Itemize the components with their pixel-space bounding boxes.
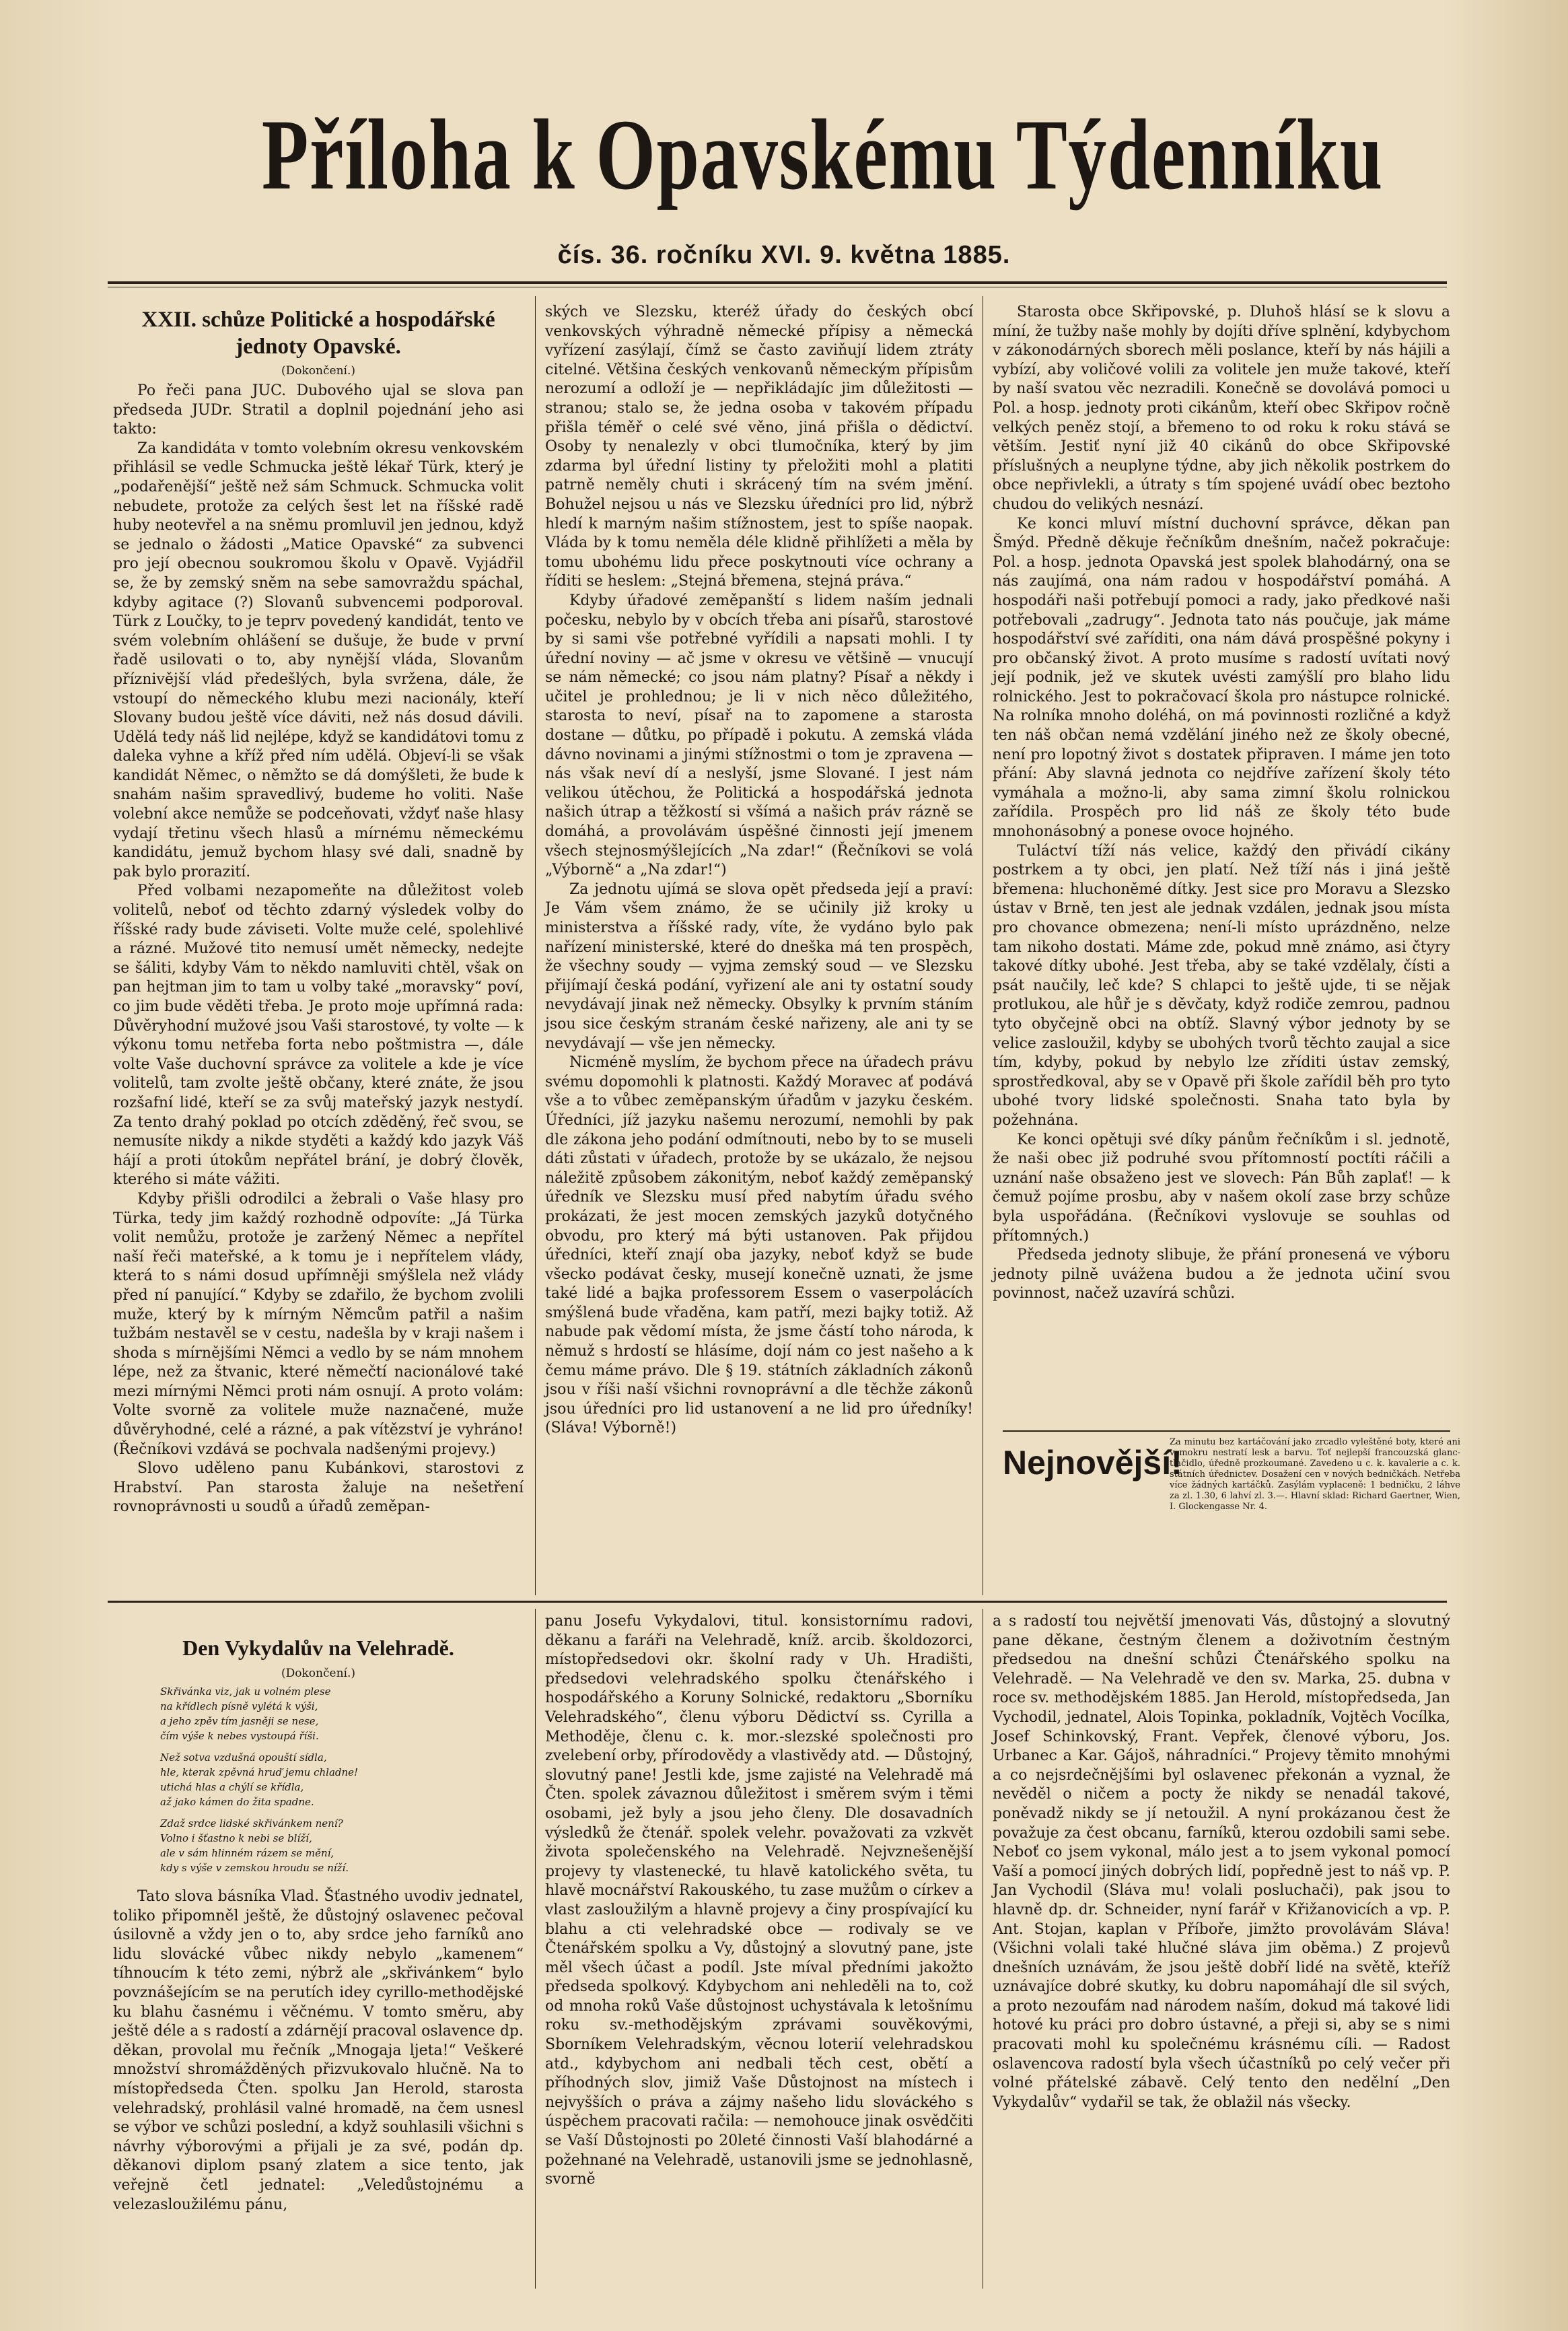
poem-line: Než sotva vzdušná opouští sídla,	[160, 1751, 327, 1764]
paragraph: Starosta obce Skřipovské, p. Dluhoš hlásí se k slovu a míní, že tužby naše mohly by dojíti dříve splnění, kdybychom v zákonodárných sborech měli poslance, kteří by nás hájili a vybízí, aby voličové volili za volitele jen muže takové, kteří by naší svatou věc nezradili. Konečně se dovolává pomoci u Pol. a hosp. jednoty proti cikánům, kteří obec Skřipov ročně velkých peněz stojí, a břemeno to od roku k roku stává se větším. Jestiť nyní již 40 cikánů do obce Skřipovské příslušných a neuplyne týdne, aby jich několik postrkem do obce nepřivlekli, a útraty s tím spojené uvádí obec beztoho chudou do velikých nesnází.	[993, 304, 1450, 513]
article1-title: XXII. schůze Politické a hospodářské jednoty Opavské.	[141, 308, 495, 359]
section-rule	[108, 1601, 1447, 1603]
paragraph: Slovo uděleno panu Kubánkovi, starostovi z Hrabství. Pan starosta žaluje na nešetření rovnoprávnosti u soudů a úřadů zeměpan-	[113, 1460, 524, 1516]
poem-line: Volno i šťastno k nebi se blíží,	[160, 1832, 312, 1844]
article2-title: Den Vykydalův na Velehradě.	[182, 1636, 454, 1660]
masthead-title: Příloha k Opavskému Týdenníku	[261, 99, 1384, 211]
poem-line: Skřivánka viz, jak u volném plese	[160, 1685, 331, 1698]
advert-text: Za minutu bez kartáčování jako zrcadlo vyleštěné boty, které ani v mokru nestratí lesk a barvu. Toť nejlepší francouzská glanc-tlačidlo, úředně prozkoumané. Zavedeno u c. k. kavalerie a c. k. státních úřednictev. Dosažení cen v nových bedničkách. Netřeba více žádných kartáčků. Zasýlám vyplaceně: 1 bedničku, 2 láhve za zl. 1.30, 6 lahví zl. 3.—. Hlavní sklad: Richard Gaertner, Wien, I. Glockengasse Nr. 4.	[1170, 1437, 1460, 1512]
poem-line: hle, kterak zpěvná hruď jemu chladne!	[160, 1766, 359, 1778]
paragraph: Za jednotu ujímá se slova opět předseda její a praví: Je Vám všem známo, že se učinily již kroky u ministerstva a říšské rady, víte, že vydáno bylo pak nařízení ministerské, které do dneška má ten prospěch, že všechny soudy — vyjma zemský soud — ve Slezsku přijímají česká podání, vyřizení ale ani ty ostatní soudy nevydávají jinak než německy. Obsylky k prvním stáním jsou sice českým stranám české nařizeny, ale ani ty se nevydávají — vše jen německy.	[545, 880, 973, 1052]
article1-column-3	[993, 303, 1450, 1434]
column-divider-3	[535, 1609, 536, 2289]
paragraph: Kdyby přišli odrodilci a žebrali o Vaše hlasy pro Türka, tedy jim každý rozhodně odpovíte: „Já Türka volit nemůžu, protože je zaržený Němec a nepřítel naší řeči mateřské, a k tomu je i nepřítelem vlády, která to s námi dosud upřímněji smýšlela než vlády před ní panující.“ Kdyby se zdařilo, že bychom zvolili muže, který by k mírným Němcům patřil a našim tužbám nestavěl se v cestu, nadešla by v kraji našem i shoda s mírnějšími Němci a vedlo by se nám mnohem lépe, než za štvanic, které němečtí nacionálové také mezi mírnými Němci proti nám osnují. A proto volám: Volte svorně za volitele muže naznačené, muže důvěryhodné, celé a rázné, a pak vítězství je vyhráno! (Řečníkovi vzdává se pochvala nadšenými projevy.)	[113, 1190, 524, 1458]
poem-line: až jako kámen do žita spadne.	[160, 1796, 314, 1808]
column-divider-1	[535, 296, 536, 1595]
poem-line: čím výše k nebes vystoupá říši.	[160, 1730, 319, 1742]
poem-line: ale v sám hlinném rázem se mění,	[160, 1847, 334, 1859]
paragraph: Tuláctví tíží nás velice, každý den přivádí cikány postrkem a ty obci, jen platí. Než tíží nás i jiná ještě břemena: hluchoněmé dítky. Jest sice pro Moravu a Slezsko ústav v Brně, ten jest ale jednak vzdálen, jednak jsou místa pro chovance obmezena; není-li místo uprázdněno, nelze tam nikoho dostati. Máme zde, pokud mně známo, asi čtyry takové dítky ubohé. Jest třeba, aby se také vzdělaly, čísti a psát naučily, leč kde? S chlapci to ještě ujde, ti se nějak protlukou, ale hůř je s děvčaty, když rodiče zemrou, padnou tyto obyčejně obci na obtíž. Slavný výbor jednoty by se velice zasloužil, kdyby se ubohých tvorů těchto zaujal a sice tím, kdyby, pokud by nebylo lze zříditi ústav zemský, sprostředkoval, aby se v Opavě při škole zařídil běh pro tyto ubohé tvory lidské společnosti. Snaha tato byla by požehnána.	[993, 842, 1450, 1129]
article1-note: (Dokončení.)	[281, 364, 355, 378]
article2-note: (Dokončení.)	[281, 1667, 355, 1680]
paragraph: Před volbami nezapomeňte na důležitost voleb volitelů, neboť od těchto zdarný výsledek volby do říšské rady bude záviseti. Volte muže celé, spolehlivé a rázné. Mužové tito nemusí umět německy, nedejte se šáliti, kdyby Vám to někdo namluviti chtěl, však on pan hejtman jim to tam u volby také „moravsky“ poví, co jim bude věděti třeba. Je proto moje upřímná rada: Důvěryhodní mužové jsou Vaši starostové, ty volte — k výkonu tomu netřeba forta nebo poštmistra —, dále volte Vaše duchovní správce za volitele a kde je více volitelů, tam zvolte ještě občany, které znáte, že jsou rozšafní lidé, kteří se za svůj mateřský jazyk nestydí. Za tento drahý poklad po otcích zděděný, řeč svou, se nemusíte nikdy a nikde styděti a každý kdo jazyk Váš hájí a proti útokům nepřátel brání, je dobrý člověk, kterého si máte vážiti.	[113, 882, 524, 1189]
advert-title: Nejnovější!	[1003, 1444, 1182, 1482]
paragraph: panu Josefu Vykydalovi, titul. konsistornímu radovi, děkanu a faráři na Velehradě, kníž. arcib. školdozorci, místopředsedovi okr. školní rady v Uh. Hradišti, předsedovi velehradského spolku čtenářského i hospodářského a Koruny Solnické, redaktoru „Sborníku Velehradského“, členu výboru Dědictví ss. Cyrilla a Methoděje, členu c. k. mor.-slezské společnosti pro zvelebení orby, přírodovědy a vlastivědy atd. — Důstojný, slovutný pane! Jestli kde, jsme zajisté na Velehradě má Čten. spolek závaznou důležitost i směrem svým i těmi osobami, jež byly a jsou jeho členy. Dle dosavadních výsledků že čtenář. spolek velehr. považovati za vzkvět života společenského na Velehradě. Nejvznešenější projevy ty vlastenecké, tu hlavě katolického světa, tu hlavě mocnářství Rakouského, tu zase mužům o církev a vlast zasloužilým a hlavně projevy a činy prospívající ku blahu a cti velehradské obce — rodivaly se ve Čtenářském spolku a Vy, důstojný a slovutný pane, jste měl všech účast a podíl. Jste míval předními jakožto předseda spolkový. Kdybychom ani nehleděli na to, což od mnoha roků Vaše důstojnost uchystávala k letošnímu roku sv.-methodějským zprávami souvěkovými, Sborníkem Velehradským, věcnou loterií velehradskou atd., kdybychom ani nedbali těch cest, obětí a příhodných slov, jimiž Vaše Důstojnost na místech i nejvyšších o práva a zájmy našeho lidu slováckého s úspěchem pracovati račila: — nemohouce jinak osvědčiti se Vaší Důstojnosti po 20leté činnosti Vaší blahodárné a požehnané na Velehradě, ustanovili jsme se jednohlasně, svorně	[545, 1613, 973, 2188]
article1-column-2	[545, 303, 973, 1599]
issue-line: čís. 36. ročníku XVI. 9. května 1885.	[557, 241, 1011, 269]
top-rule	[108, 281, 1447, 284]
poem-line: utichá hlas a chýlí se křídla,	[160, 1781, 304, 1793]
poem-line: kdy s výše v zemskou hroudu se níží.	[160, 1862, 349, 1874]
poem-line: Zdaž srdce lidské skřivánkem není?	[160, 1817, 343, 1830]
poem	[113, 1684, 524, 1875]
advert-top-rule	[1003, 1430, 1450, 1432]
paragraph: Nicméně myslím, že bychom přece na úřadech právu svému dopomohli k platnosti. Každý Moravec ať podává vše a to vůbec zeměpanským úřadům v jazyku českém. Úředníci, jíž jazyku našemu nerozumí, nemohli by pak dle zákona jeho podání odmítnouti, nebo by to se museli dáti zůstati v úřadech, protože by se ukázalo, že nejsou náležitě způsobem zákonitým, neboť každý zeměpanský úředník ve Slezsku musí před nabytím úřadu svého prokázati, že jest mocen zemských jazyků dotyčného obvodu, pro který má býti ustanoven. Pak přijdou úředníci, kteří znají oba jazyky, neboť když se bude všecko podávat česky, musejí konečně uznati, že jsme také lidé a bajka professorem Essem o vaserpolácích smýšlená bude vřaděna, kam patří, mezi bajky totiž. Až nabude pak vědomí místa, že jsme částí toho národa, k němuž s hrdostí se hlásíme, dojí nám co jest našeho a k čemu máme právo. Dle § 19. státních základních zákonů jsou v říši naší všichni rovnoprávní a dle těchže zákonů jsou úředníci pro lid ustanovení a ne lid pro úředníky! (Sláva! Výborně!)	[545, 1054, 973, 1437]
advert-title-box	[1003, 1442, 1182, 1537]
paragraph: Předseda jednoty slibuje, že přání pronesená ve výboru jednoty pilně uvážena budou a že jednota učiní svou povinnost, načež uzavírá schůzi.	[993, 1247, 1450, 1302]
poem-line: na křídlech písně vylétá k výši,	[160, 1700, 318, 1712]
article2-column-1	[113, 1629, 524, 2295]
paragraph: Za kandidáta v tomto volebním okresu venkovském přihlásil se vedle Schmucka ještě lékař Türk, který je „podařenější“ ještě než sám Schmuck. Schmucka volit nebudete, protože za celých šest let na říšské radě huby neotevřel a na sněmu promluvil jen jednou, když se jednalo o žádosti „Matice Opavské“ za subvenci pro její obecnou soukromou školu v Opavě. Vyjádřil se, že by zemský sněm na sebe samovraždu spáchal, kdyby agitace (?) Slovanů subvencemi podporoval. Türk z Loučky, to je teprv povedený kandidát, tento ve svém volebním ohlášení se dušuje, že bude v první řadě usilovati o to, aby nynější vláda, Slovanům příznivější vlád předešlých, byla svržena, dále, že vstoupí do německého klubu mezi nacionály, kteří Slovany budou ještě více dáviti, než nás dosud dávili. Udělá tedy náš lid nejlépe, když se kandidátovi tomu z daleka vyhne a kříž před ním udělá. Objeví-li se však kandidát Němec, o němžto se dá domýšleti, že bude k snahám našim spravedlivý, budeme ho voliti. Naše volební akce nemůže se podceňovati, vždyť naše hlasy vydají třetinu všech hlasů a mírnému německému kandidátu, jemuž bychom hlasy své dali, snadně by pak bylo prorazití.	[113, 440, 524, 880]
paragraph: Ke konci mluví místní duchovní správce, děkan pan Šmýd. Předně děkuje řečníkům dnešním, načež pokračuje: Pol. a hosp. jednota Opavská jest spolek blahodárný, ona se nás zaujímá, ona nám radou v hospodářství pomáhá. A hospodáři naši potřebují pomoci a rady, jako předkové naši potřebovali „zadrugy“. Jednota tato nás poučuje, jak máme hospodářství své zaříditi, ona nám dává prospěšné pokyny i pro občanský život. A proto musíme s radostí uvítati nový její podnik, jež ve skutek uvésti zamýšlí pro blaho lidu rolnického. Jest to pokračovací škola pro nástupce rolnické. Na rolníka mnoho doléhá, on má povinnosti rozličné a když ten náš občan nemá vzdělání jiného než ze školy obecné, není pro lopotný život s dostatek připraven. I máme jen toto přání: Aby slavná jednota co nejdříve zařízení školy této vymáhala a možno-li, aby sama zimní školu rolnickou zařídila. Prospěch pro lid náš ze školy této bude mnohonásobný a ponese ovoce hojného.	[993, 515, 1450, 841]
paragraph: Kdyby úřadové zeměpanští s lidem naším jednali počesku, nebylo by v obcích třeba ani písařů, starostové by si sami vše potřebné vyřídili a napsati mohli. I ty úřední noviny — ač jsme v okresu ve většině — vnucují se nám německé; co jsou nám platny? Písař a někdy i učitel je prohlednou; je li v nich něco důležitého, starosta to neví, písař na to zapomene a starosta dostane — důtku, po případě i pokutu. A zemská vláda dávno novinami a jinými stížnostmi o tom je zpravena — nás však neví dí a neslyší, jsme Slované. I jest nám velikou útěchou, že Politická a hospodářská jednota našich útrap a těžkostí si všímá a našich práv rázně se domáhá, a provolávám úspěšné činnosti její jmenem všech stejnosmýšlejících „Na zdar!“ (Řečníkovi se volá „Výborně“ a „Na zdar!“)	[545, 592, 973, 879]
paragraph: Ke konci opětuji své díky pánům řečníkům i sl. jednotě, že naši obec již podruhé svou přítomností poctíti ráčili a uznání naše obsaženo jest ve slovech: Pán Bůh zaplať! — k čemuž pojíme prosbu, aby v našem okolí zase brzy schůze byla uspořádána. (Řečníkovi vyslovuje se souhlas od přítomných.)	[993, 1131, 1450, 1245]
paragraph: a s radostí tou největší jmenovati Vás, důstojný a slovutný pane děkane, čestným členem a doživotním čestným předsedou na dnešní schůzi Čtenářského spolku na Velehradě. — Na Velehradě ve den sv. Marka, 25. dubna v roce sv. methodějském 1885. Jan Herold, místopředseda, Jan Vychodil, jednatel, Alois Topinka, pokladník, Vojtěch Vocílka, Josef Schinkovský, Frant. Vepřek, členové výboru, Jos. Urbanec a Kar. Gájoš, náhradníci.“ Projevy těmito mnohými a co nejsrdečnějšími byl oslavenec překonán a vyznal, že nevěděl o ničem a pocty že nikdy se nenadál takové, poněvadž nikdy se jí netoužil. A nyní prokázanou čest že považuje za čest obcanu, farníků, kterou ozdobili sami sebe. Neboť co jsem vykonal, málo jest a to jsem vykonal pomocí Vaší a pomocí jiných dobrých lidí, popředně jest to náš vp. P. Jan Vychodil (Sláva mu! volali posluchači), pak jsou to hlavně dp. dr. Schneider, nyní farář v Křižanovicích a vp. P. Ant. Stojan, kaplan v Příboře, jimžto provolávám Sláva! (Všichni volali také hlučné sláva jim oběma.) Z projevů dnešních uznávám, že jsou ještě dobří lidé na světě, kteříž uznávajíce dobré skutky, ku dobru napomáhají dle sil svých, a proto nezoufám nad národem naším, dokud má takové lidi hotové ku práci pro dobro ústavné, a přeji si, aby se s nimi pracovati mohl ku společnému krásnému cíli. — Radost oslavencova radostí byla všech účastníků po celý večer při volné přátelské zábavě. Celý tento den nedělní „Den Vykydalův“ vydařil se tak, že oblažil nás všecky.	[993, 1613, 1450, 2111]
advertisement	[1003, 1437, 1460, 1543]
paragraph: Tato slova básníka Vlad. Šťastného uvodiv jednatel, toliko připomněl ještě, že důstojný oslavenec pečoval úsilovně a vždy jen o to, aby srdce jeho farníků ano lidu slovácké vůbec nikdy nebylo „kamenem“ tíhnoucím k této zemi, nýbrž ale „skřivánkem“ bylo povznášejícím se na perutích idey cyrillo-methodějské ku blahu časnému i věčnému. V tomto směru, aby ještě déle a s radostí a zdárnějí pracoval oslavence dp. děkan, provolal mu řečník „Mnogaja ljeta!“ Veškeré množství shromážděných přizvukovalo hlučně. Na to místopředseda Čten. spolku Jan Herold, starosta velehradský, prohlásil valné hromadě, na čem usnesl se výbor ve schůzi poslední, a když souhlasili všichni s návrhy výborovými a přijali je za své, podán dp. děkanovi diplom psaný zlatem a sice tento, jak veřejně četl jednatel: „Veledůstojnému a velezasloužilému pánu,	[113, 1888, 524, 2213]
poem-line: a jeho zpěv tím jasněji se nese,	[160, 1715, 319, 1727]
article2-column-3	[993, 1612, 1450, 2295]
article1-column-1	[113, 306, 524, 1599]
paragraph: ských ve Slezsku, kteréž úřady do českých obcí venkovských výhradně německé přípisy a německá vyřízení zasýlají, čímž se často zaviňují lidem ztráty citelné. Většina českých venkovanů německým přípisům nerozumí a odloží je — nepřikládajíc jim důležitosti — stranou; stalo se, že jedna osoba v takovém případu přišla téměř o celé své věno, jiná přišla o dědictví. Osoby ty nenalezly v obci tlumočníka, který by jim zdarma byl úřední listiny ty přeložiti mohl a platiti patrně neměly chuti i skrácený tím na svém jmění. Bohužel nejsou u nás ve Slezsku úředníci pro lid, nýbrž hledí k marným našim stížnostem, jest to spíše naopak. Vláda by k tomu neměla déle klidně přihlížeti a měla by tomu ubohému lidu přece poskytnouti více ochrany a říditi se heslem: „Stejná břemena, stejná práva.“	[545, 304, 973, 590]
article2-column-2	[545, 1612, 973, 2295]
paragraph: Po řeči pana JUC. Dubového ujal se slova pan předseda JUDr. Stratil a doplnil pojednání jeho asi takto:	[113, 382, 524, 438]
